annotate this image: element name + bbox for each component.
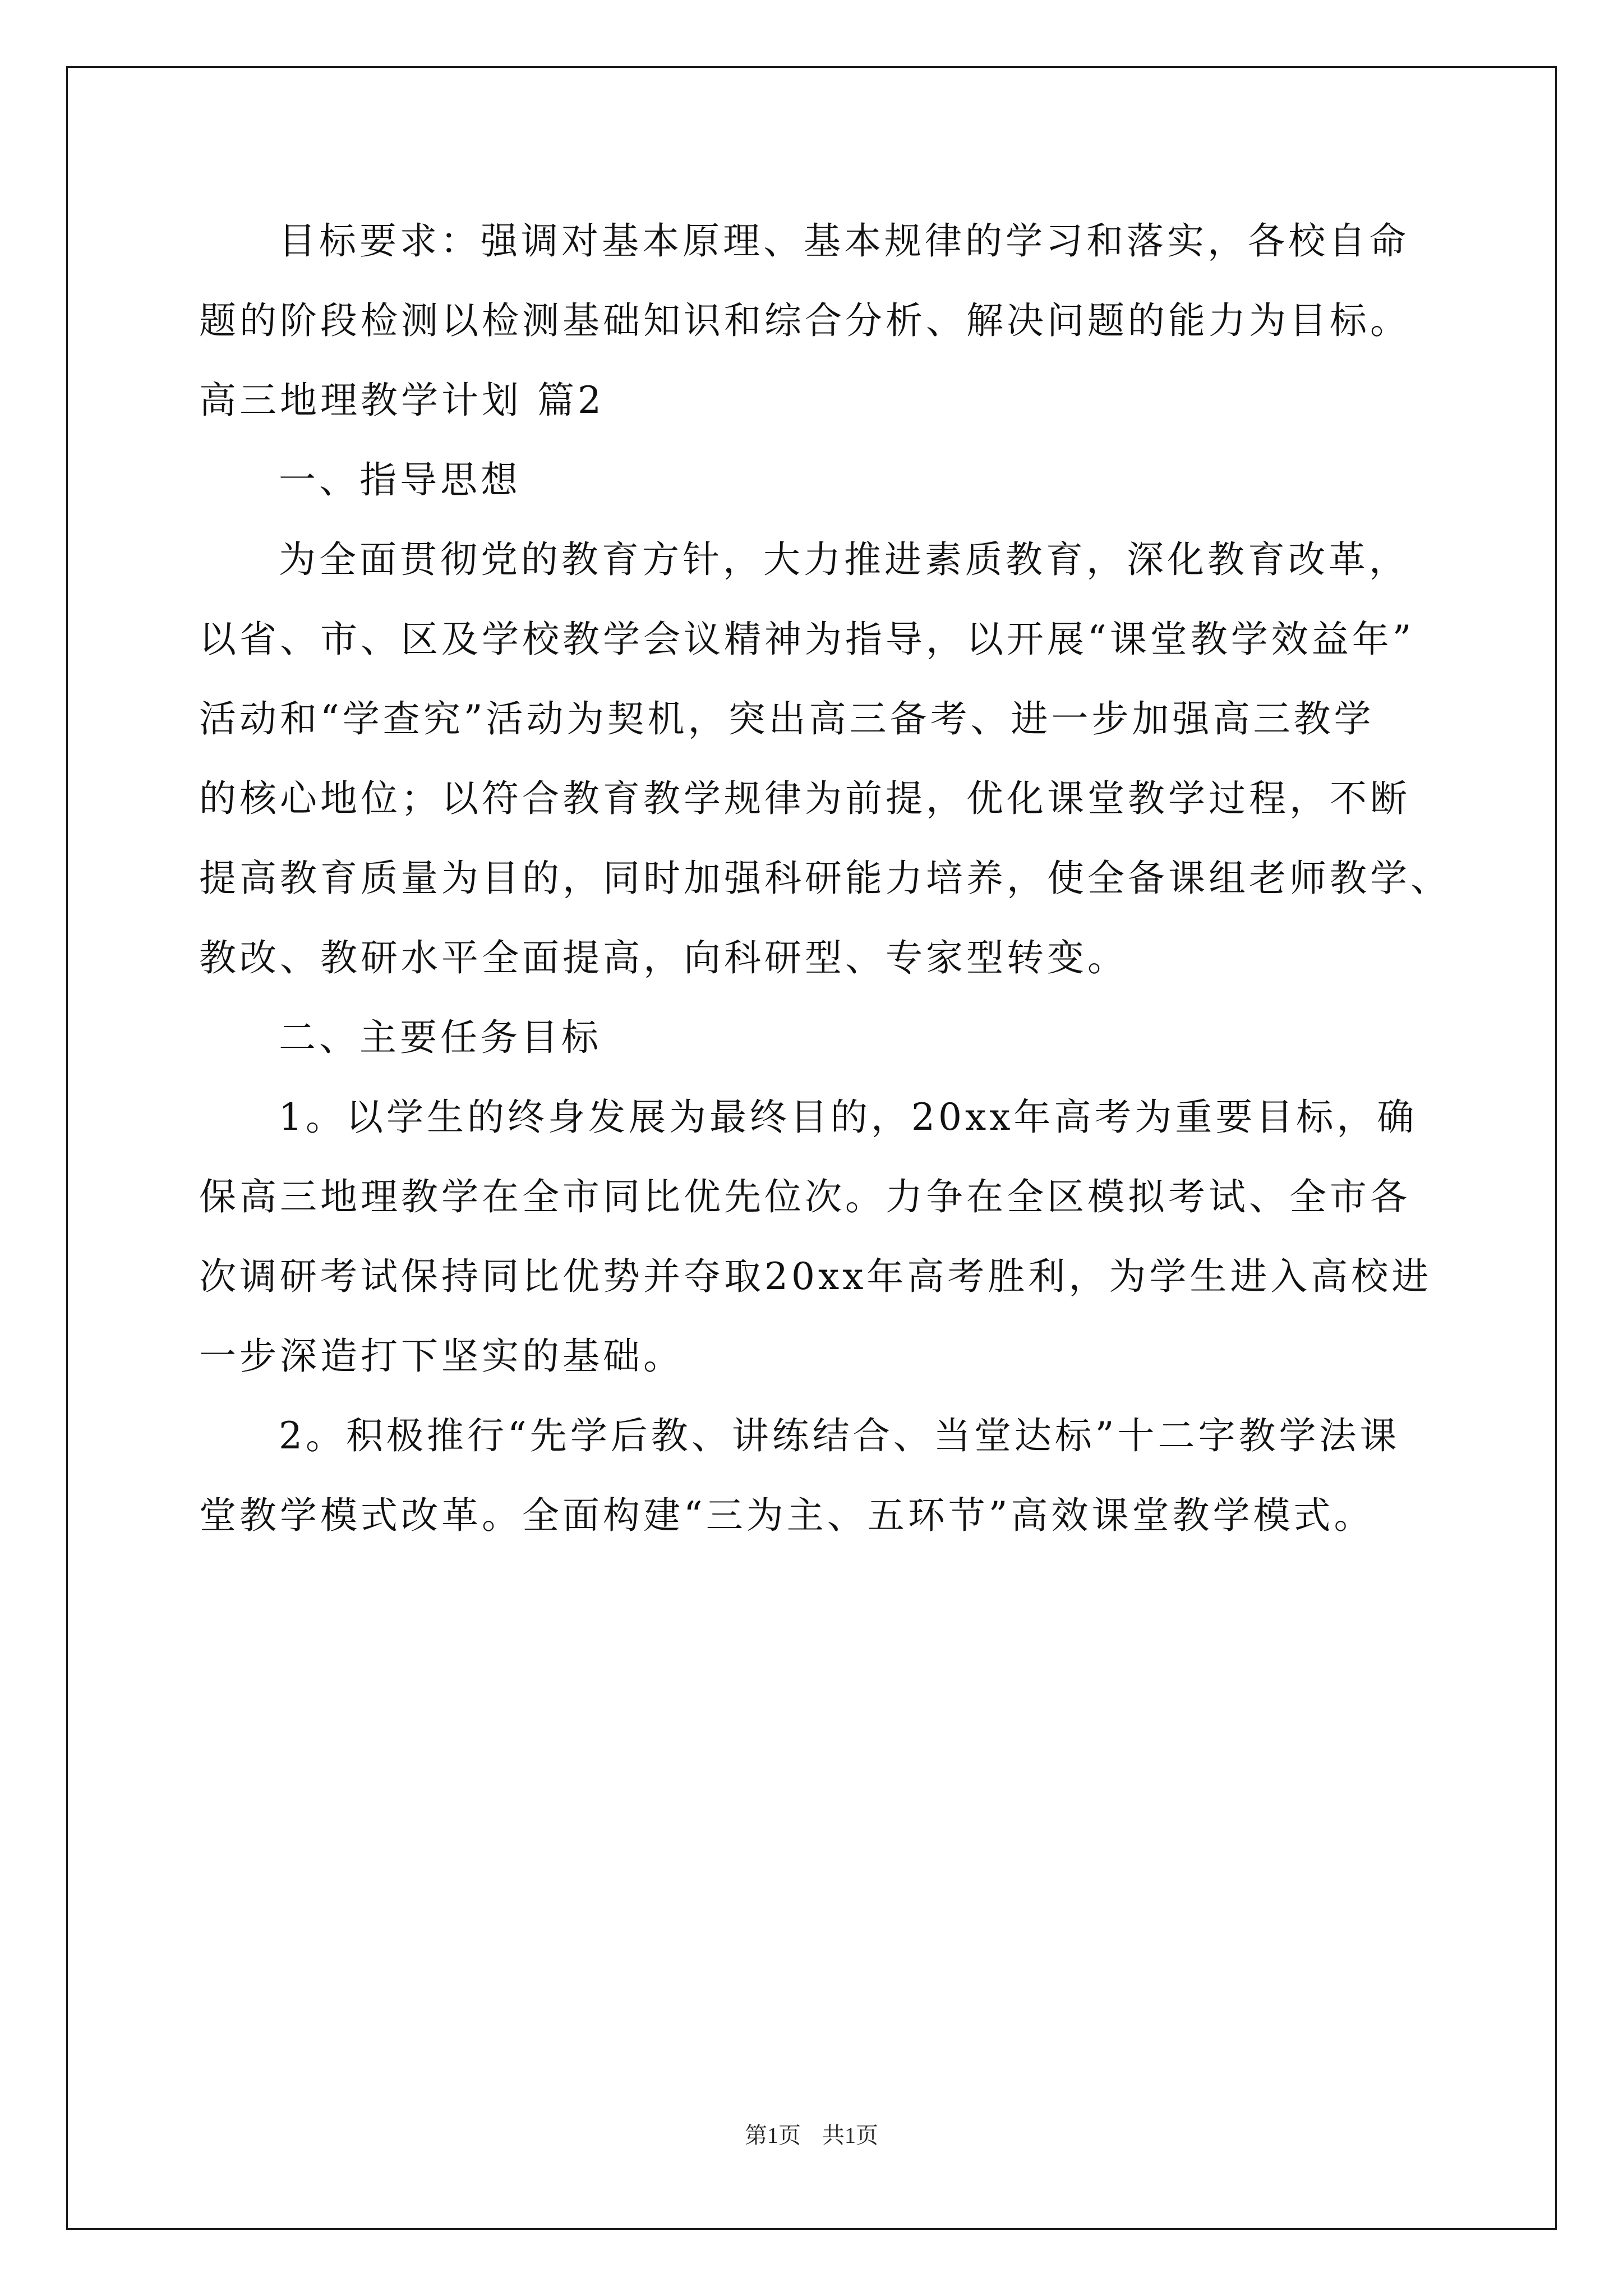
paragraph-line: 为全面贯彻党的教育方针，大力推进素质教育，深化教育改革， <box>279 538 1409 581</box>
section-title: 高三地理教学计划 篇2 <box>199 379 605 422</box>
page-footer <box>0 2122 1623 2150</box>
paragraph-line: 堂教学模式改革。全面构建“三为主、五环节”高效课堂教学模式。 <box>199 1494 1375 1537</box>
section-heading: 一、指导思想 <box>279 458 521 501</box>
paragraph-line: 提高教育质量为目的，同时加强科研能力培养，使全备课组老师教学、 <box>199 857 1451 900</box>
section-heading: 二、主要任务目标 <box>279 1016 602 1059</box>
paragraph-line: 活动和“学查究”活动为契机，突出高三备考、进一步加强高三教学 <box>199 697 1375 740</box>
paragraph-line: 的核心地位；以符合教育教学规律为前提，优化课堂教学过程，不断 <box>199 777 1410 820</box>
paragraph-line: 题的阶段检测以检测基础知识和综合分析、解决问题的能力为目标。 <box>199 299 1410 342</box>
paragraph-line: 以省、市、区及学校教学会议精神为指导，以开展“课堂教学效益年” <box>199 618 1415 661</box>
page-number: 第1页 <box>745 2123 801 2148</box>
paragraph-line: 教改、教研水平全面提高，向科研型、专家型转变。 <box>199 936 1128 979</box>
paragraph-line: 2。积极推行“先学后教、讲练结合、当堂达标”十二字教学法课 <box>279 1414 1400 1457</box>
page-total: 共1页 <box>822 2123 878 2148</box>
paragraph-line: 目标要求：强调对基本原理、基本规律的学习和落实，各校自命 <box>279 219 1409 263</box>
paragraph-line: 一步深造打下坚实的基础。 <box>199 1335 684 1378</box>
paragraph-line: 1。以学生的终身发展为最终目的，20xx年高考为重要目标，确 <box>279 1096 1418 1139</box>
paragraph-line: 保高三地理教学在全市同比优先位次。力争在全区模拟考试、全市各 <box>199 1175 1410 1218</box>
paragraph-line: 次调研考试保持同比优势并夺取20xx年高考胜利，为学生进入高校进 <box>199 1255 1432 1298</box>
